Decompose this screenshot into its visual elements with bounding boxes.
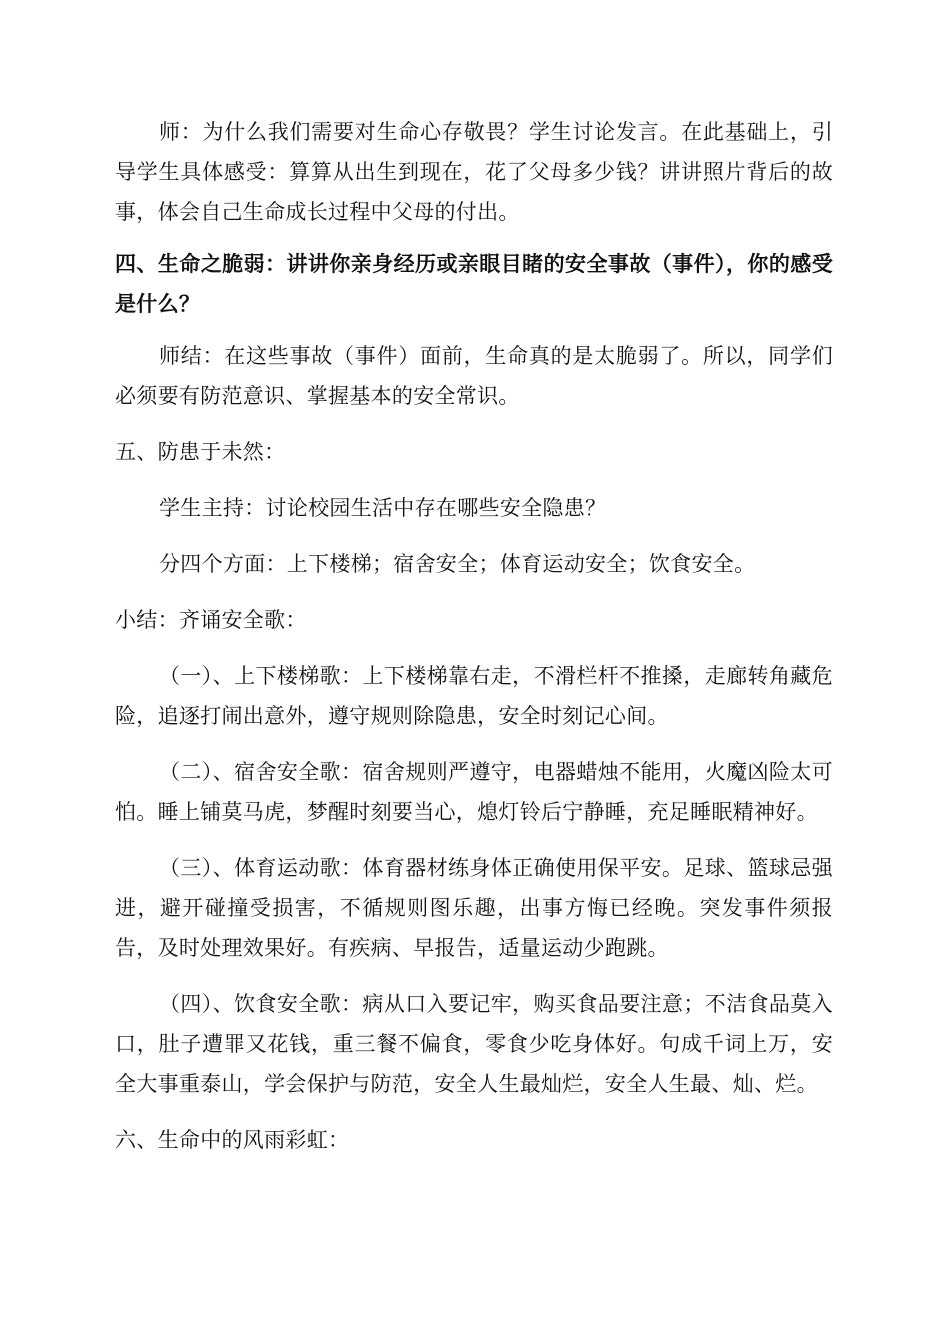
paragraph-dorm-song: （二）、宿舍安全歌：宿舍规则严遵守，电器蜡烛不能用，火魔凶险太可怕。睡上铺莫马虎，梦醒时刻要当心，熄灯铃后宁静睡，充足睡眠精神好。 [115, 760, 833, 824]
paragraph-food-song: （四）、饮食安全歌：病从口入要记牢，购买食品要注意；不洁食品莫入口，肚子遭罪又花钱，重三餐不偏食，零食少吃身体好。句成千词上万，安全大事重泰山，学会保护与防范，安全人生最灿烂，安全人生最、灿、烂。 [115, 992, 833, 1096]
heading-prevention: 五、防患于未然： [115, 440, 286, 464]
paragraph-teacher-question: 师：为什么我们需要对生命心存敬畏？学生讨论发言。在此基础上，引导学生具体感受：算算从出生到现在，花了父母多少钱？讲讲照片背后的故事，体会自己生命成长过程中父母的付出。 [115, 120, 833, 224]
heading-life-fragility: 四、生命之脆弱：讲讲你亲身经历或亲眼目睹的安全事故（事件），你的感受是什么？ [115, 251, 833, 316]
paragraph-four-aspects: 分四个方面：上下楼梯；宿舍安全；体育运动安全；饮食安全。 [159, 552, 756, 576]
paragraph-stairs-song: （一）、上下楼梯歌：上下楼梯靠右走，不滑栏杆不推搡，走廊转角藏危险，追逐打闹出意外，遵守规则除隐患，安全时刻记心间。 [115, 664, 833, 728]
paragraph-student-host: 学生主持：讨论校园生活中存在哪些安全隐患？ [159, 496, 607, 520]
paragraph-teacher-summary: 师结：在这些事故（事件）面前，生命真的是太脆弱了。所以，同学们必须要有防范意识、掌握基本的安全常识。 [115, 344, 833, 408]
paragraph-summary-song: 小结：齐诵安全歌： [115, 608, 307, 632]
paragraph-sports-song: （三）、体育运动歌：体育器材练身体正确使用保平安。足球、篮球忌强进，避开碰撞受损害，不循规则图乐趣，出事方悔已经晚。突发事件须报告，及时处理效果好。有疾病、早报告，适量运动少跑跳。 [115, 856, 833, 960]
heading-rainbow: 六、生命中的风雨彩虹： [115, 1128, 350, 1152]
document-page [115, 112, 833, 1160]
